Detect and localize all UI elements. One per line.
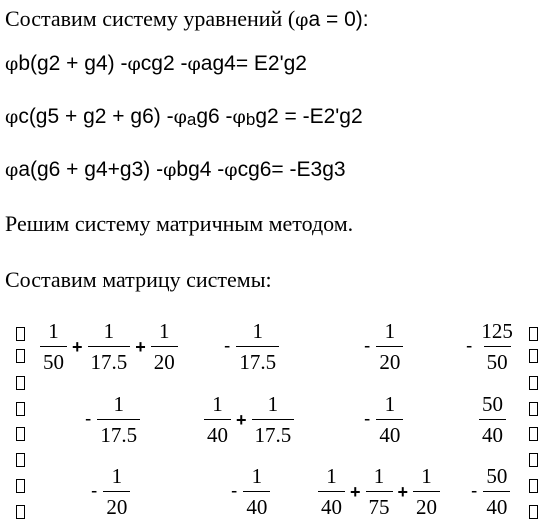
fraction xyxy=(252,394,295,446)
phi-symbol: φ xyxy=(5,106,19,128)
bracket-glyph xyxy=(529,376,538,390)
equation-subscript: a xyxy=(186,110,197,129)
phi-symbol: φ xyxy=(5,53,19,75)
bracket-glyph xyxy=(16,349,25,363)
bracket-glyph xyxy=(16,505,25,519)
bracket-glyph xyxy=(16,376,25,390)
matrix-r3-c2 xyxy=(231,466,270,518)
phi-symbol: φ xyxy=(173,106,187,128)
fraction-denominator: 50 xyxy=(40,346,67,373)
matrix-r2-c4 xyxy=(479,394,506,446)
fraction xyxy=(40,321,67,373)
fraction-denominator: 40 xyxy=(243,491,270,518)
fraction xyxy=(376,394,403,446)
minus-sign: - xyxy=(91,481,98,502)
system-heading-text: Составим систему уравнений ( xyxy=(5,6,296,31)
fraction-denominator: 20 xyxy=(376,346,403,373)
fraction-numerator: 1 xyxy=(267,392,279,416)
bracket-glyph xyxy=(529,327,538,341)
phi-symbol: φ xyxy=(232,106,246,128)
bracket-glyph xyxy=(529,402,538,416)
fraction xyxy=(151,321,178,373)
fraction-numerator: 50 xyxy=(482,392,503,416)
equation-part: ag4= E2'g2 xyxy=(200,52,307,75)
fraction-numerator: 1 xyxy=(384,319,396,343)
fraction-denominator: 20 xyxy=(413,491,440,518)
plus-sign: + xyxy=(72,336,83,357)
fraction-numerator: 1 xyxy=(159,319,170,343)
bracket-glyph xyxy=(16,327,25,341)
matrix-r2-c2 xyxy=(204,394,294,446)
bracket-glyph xyxy=(16,402,25,416)
fraction-numerator: 1 xyxy=(373,464,385,488)
system-heading xyxy=(5,6,369,32)
minus-sign: - xyxy=(471,481,478,502)
fraction-numerator: 1 xyxy=(326,464,337,488)
plus-sign: + xyxy=(397,481,409,502)
fraction-denominator: 50 xyxy=(484,346,511,373)
matrix-r2-c3 xyxy=(364,394,403,446)
plus-sign: + xyxy=(135,336,146,357)
phi-symbol: φ xyxy=(224,159,238,181)
fraction-numerator: 1 xyxy=(384,392,396,416)
fraction-denominator: 20 xyxy=(151,346,178,373)
fraction-numerator: 1 xyxy=(421,464,432,488)
phi-symbol: φ xyxy=(187,53,201,75)
fraction-denominator: 75 xyxy=(366,491,393,518)
fraction-denominator: 40 xyxy=(204,419,231,446)
equation-part: g6 - xyxy=(196,105,233,128)
fraction-denominator: 40 xyxy=(318,491,345,518)
fraction-numerator: 1 xyxy=(251,464,263,488)
fraction-denominator: 20 xyxy=(103,491,130,518)
bracket-glyph xyxy=(529,479,538,493)
equation-part: c(g5 + g2 + g6) - xyxy=(18,105,174,128)
minus-sign: - xyxy=(224,336,231,357)
fraction-numerator: 1 xyxy=(113,392,124,416)
fraction-denominator: 17.5 xyxy=(88,346,131,373)
phi-symbol: φ xyxy=(5,159,19,181)
bracket-glyph xyxy=(529,427,538,441)
minus-sign: - xyxy=(364,409,371,430)
plus-sign: + xyxy=(236,409,247,430)
matrix-heading: Составим матрицу системы: xyxy=(5,267,272,292)
fraction-numerator: 1 xyxy=(252,319,263,343)
fraction-numerator: 1 xyxy=(103,319,115,343)
equation-subscript: b xyxy=(245,110,256,129)
bracket-glyph xyxy=(529,453,538,467)
fraction-numerator: 125 xyxy=(481,319,513,343)
equation-2 xyxy=(5,105,363,129)
matrix-r2-c1 xyxy=(85,394,140,446)
minus-sign: - xyxy=(85,409,92,430)
equation-1 xyxy=(5,52,307,76)
fraction xyxy=(376,321,403,373)
fraction xyxy=(243,466,270,518)
matrix-r3-c4 xyxy=(471,466,510,518)
fraction xyxy=(478,321,516,373)
equation-part: a(g6 + g4+g3) - xyxy=(18,158,164,181)
minus-sign: - xyxy=(466,336,473,357)
fraction-denominator: 40 xyxy=(376,419,403,446)
bracket-glyph xyxy=(16,427,25,441)
fraction-denominator: 40 xyxy=(483,491,510,518)
fraction xyxy=(103,466,130,518)
fraction-denominator: 17.5 xyxy=(97,419,140,446)
fraction-denominator: 17.5 xyxy=(252,419,295,446)
matrix-r3-c1 xyxy=(91,466,130,518)
minus-sign: - xyxy=(364,336,371,357)
equation-3 xyxy=(5,158,346,182)
fraction xyxy=(97,394,140,446)
system-heading-tail: a = 0): xyxy=(308,8,369,31)
fraction xyxy=(318,466,345,518)
solve-method-text: Решим систему матричным методом. xyxy=(5,211,354,236)
fraction xyxy=(366,466,393,518)
phi-symbol: φ xyxy=(295,9,309,31)
matrix-r1-c2 xyxy=(224,321,279,373)
minus-sign: - xyxy=(231,481,238,502)
equation-part: cg6= -E3g3 xyxy=(237,158,346,181)
phi-symbol: φ xyxy=(163,159,177,181)
equation-part: cg2 - xyxy=(140,52,188,75)
fraction xyxy=(413,466,440,518)
fraction-numerator: 1 xyxy=(212,392,223,416)
equation-part: b(g2 + g4) - xyxy=(18,52,128,75)
fraction xyxy=(236,321,279,373)
fraction-denominator: 17.5 xyxy=(236,346,279,373)
phi-symbol: φ xyxy=(127,53,141,75)
fraction-denominator: 40 xyxy=(479,419,506,446)
fraction xyxy=(88,321,131,373)
matrix-r1-c1 xyxy=(40,321,178,373)
fraction-numerator: 1 xyxy=(48,319,59,343)
bracket-glyph xyxy=(16,479,25,493)
fraction xyxy=(483,466,510,518)
matrix-r3-c3 xyxy=(318,466,440,518)
equation-part: bg4 - xyxy=(176,158,225,181)
equation-part: g2 = -E2'g2 xyxy=(255,105,363,128)
fraction-numerator: 1 xyxy=(111,464,123,488)
plus-sign: + xyxy=(350,481,361,502)
bracket-glyph xyxy=(16,453,25,467)
matrix-r1-c4 xyxy=(466,321,516,373)
fraction xyxy=(204,394,231,446)
matrix-r1-c3 xyxy=(364,321,403,373)
bracket-glyph xyxy=(529,505,538,519)
bracket-glyph xyxy=(529,349,538,363)
fraction xyxy=(479,394,506,446)
fraction-numerator: 50 xyxy=(486,464,508,488)
